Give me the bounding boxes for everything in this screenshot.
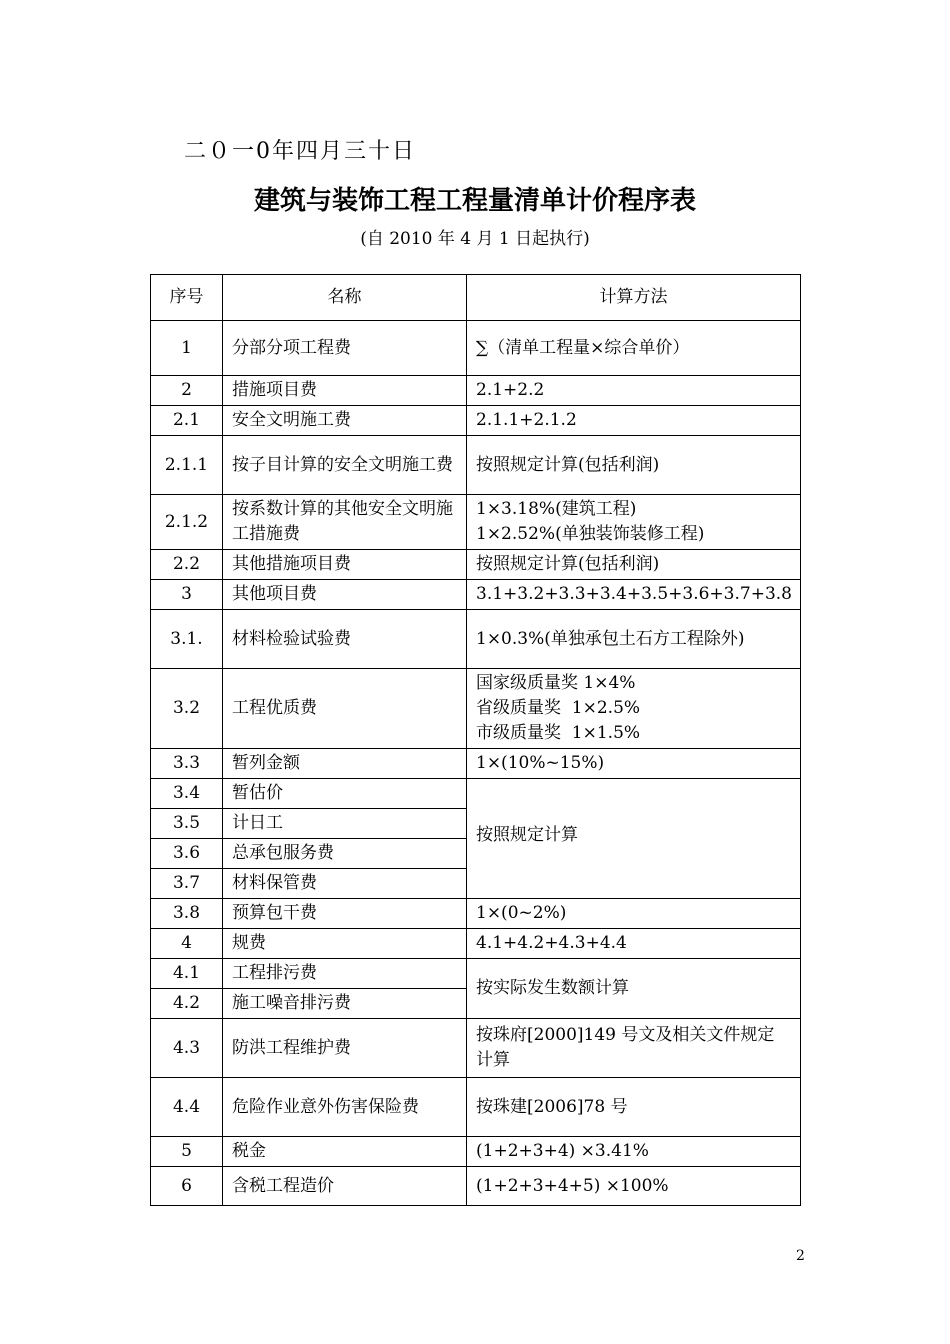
row-serial: 3.3	[151, 749, 223, 779]
row-method: 按珠建[2006]78 号	[467, 1078, 801, 1137]
row-method: 1×(10%~15%)	[467, 749, 801, 779]
row-serial: 2.2	[151, 550, 223, 580]
row-serial: 4.2	[151, 989, 223, 1019]
row-serial: 2.1.2	[151, 495, 223, 550]
row-method: 按照规定计算(包括利润)	[467, 436, 801, 495]
document-subtitle: (自 2010 年 4 月 1 日起执行)	[360, 229, 590, 249]
table-row	[151, 669, 801, 749]
row-name: 危险作业意外伤害保险费	[223, 1078, 467, 1137]
row-serial: 4.1	[151, 959, 223, 989]
row-name: 计日工	[223, 809, 467, 839]
table-row	[151, 749, 801, 779]
row-method: 2.1.1+2.1.2	[467, 406, 801, 436]
row-name: 其他措施项目费	[223, 550, 467, 580]
table-header-row	[151, 275, 801, 321]
row-method: 1×(0~2%)	[467, 899, 801, 929]
document-date: 二０一0年四月三十日	[184, 139, 416, 164]
row-method: ∑（清单工程量×综合单价）	[467, 321, 801, 376]
row-name: 按系数计算的其他安全文明施工措施费	[223, 495, 467, 550]
row-serial: 3.8	[151, 899, 223, 929]
row-serial: 4.4	[151, 1078, 223, 1137]
table-row	[151, 495, 801, 550]
row-serial: 4.3	[151, 1019, 223, 1078]
row-name: 工程优质费	[223, 669, 467, 749]
table-row	[151, 550, 801, 580]
table-row	[151, 406, 801, 436]
row-serial: 2	[151, 376, 223, 406]
row-serial: 2.1.1	[151, 436, 223, 495]
row-name: 暂列金额	[223, 749, 467, 779]
row-serial: 3.5	[151, 809, 223, 839]
row-serial: 3	[151, 580, 223, 610]
page-number: 2	[796, 1248, 805, 1264]
table-row	[151, 779, 801, 809]
table-row	[151, 1078, 801, 1137]
row-name: 总承包服务费	[223, 839, 467, 869]
row-method	[467, 495, 801, 550]
pricing-procedure-table	[150, 274, 801, 1206]
row-name: 施工噪音排污费	[223, 989, 467, 1019]
row-serial: 1	[151, 321, 223, 376]
row-name: 规费	[223, 929, 467, 959]
row-method: (1+2+3+4+5) ×100%	[467, 1167, 801, 1206]
row-name: 含税工程造价	[223, 1167, 467, 1206]
row-name: 税金	[223, 1137, 467, 1167]
row-method: 按珠府[2000]149 号文及相关文件规定计算	[467, 1019, 801, 1078]
table-row	[151, 1019, 801, 1078]
row-name: 安全文明施工费	[223, 406, 467, 436]
method-line: 市级质量奖 1×1.5%	[476, 723, 641, 743]
table-row	[151, 321, 801, 376]
row-name: 其他项目费	[223, 580, 467, 610]
row-method: 2.1+2.2	[467, 376, 801, 406]
method-line: 1×2.52%(单独装饰装修工程)	[476, 524, 705, 544]
row-name: 材料保管费	[223, 869, 467, 899]
row-name: 防洪工程维护费	[223, 1019, 467, 1078]
row-method: (1+2+3+4) ×3.41%	[467, 1137, 801, 1167]
row-serial: 3.1.	[151, 610, 223, 669]
header-name: 名称	[223, 275, 467, 321]
row-serial: 5	[151, 1137, 223, 1167]
table-row	[151, 580, 801, 610]
row-serial: 3.7	[151, 869, 223, 899]
row-name: 工程排污费	[223, 959, 467, 989]
row-method: 3.1+3.2+3.3+3.4+3.5+3.6+3.7+3.8	[467, 580, 801, 610]
table-row	[151, 1167, 801, 1206]
merged-method-cell: 按照规定计算	[467, 779, 801, 899]
merged-method-cell: 按实际发生数额计算	[467, 959, 801, 1019]
table-row	[151, 376, 801, 406]
row-method: 按照规定计算(包括利润)	[467, 550, 801, 580]
table-row	[151, 959, 801, 989]
row-method: 1×0.3%(单独承包土石方工程除外)	[467, 610, 801, 669]
table-row	[151, 436, 801, 495]
table-row	[151, 929, 801, 959]
table-row	[151, 610, 801, 669]
document-title: 建筑与装饰工程工程量清单计价程序表	[253, 186, 696, 216]
row-serial: 6	[151, 1167, 223, 1206]
method-line: 国家级质量奖 1×4%	[476, 673, 636, 693]
row-name: 分部分项工程费	[223, 321, 467, 376]
header-serial: 序号	[151, 275, 223, 321]
row-method: 4.1+4.2+4.3+4.4	[467, 929, 801, 959]
row-name: 预算包干费	[223, 899, 467, 929]
row-serial: 3.6	[151, 839, 223, 869]
row-name: 按子目计算的安全文明施工费	[223, 436, 467, 495]
row-serial: 4	[151, 929, 223, 959]
table-row	[151, 899, 801, 929]
row-serial: 3.4	[151, 779, 223, 809]
header-method: 计算方法	[467, 275, 801, 321]
method-line: 省级质量奖 1×2.5%	[476, 698, 641, 718]
method-line: 1×3.18%(建筑工程)	[476, 499, 637, 519]
row-name: 材料检验试验费	[223, 610, 467, 669]
row-method	[467, 669, 801, 749]
row-name: 措施项目费	[223, 376, 467, 406]
table-row	[151, 1137, 801, 1167]
row-serial: 3.2	[151, 669, 223, 749]
row-serial: 2.1	[151, 406, 223, 436]
row-name: 暂估价	[223, 779, 467, 809]
